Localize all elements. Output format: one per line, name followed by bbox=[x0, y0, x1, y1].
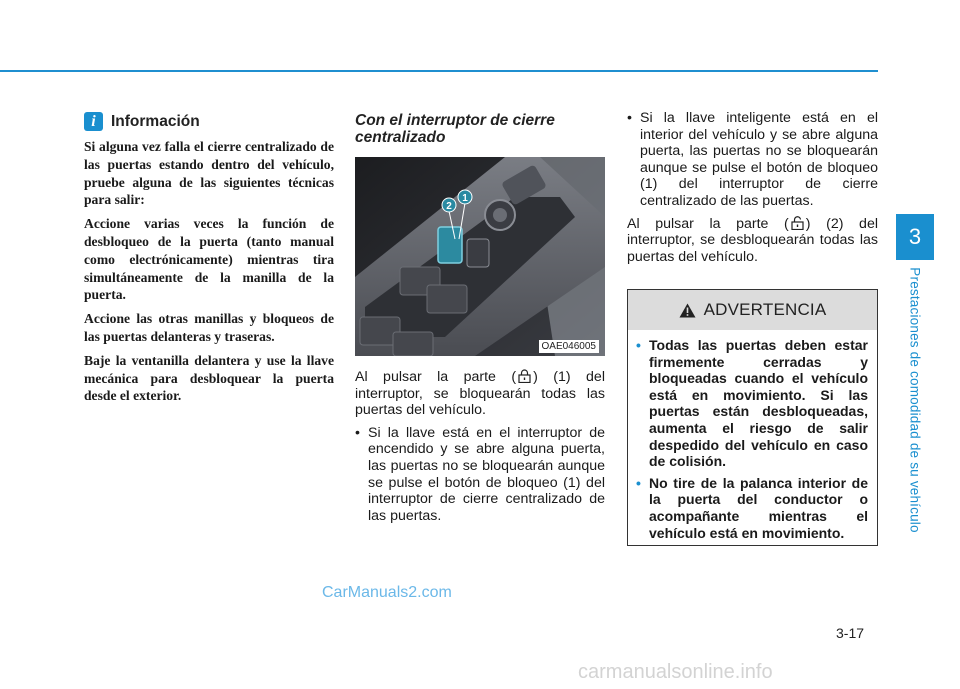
warning-box bbox=[627, 289, 878, 546]
central-lock-text bbox=[355, 369, 605, 530]
lock-bullet-ignition: • Si la llave está en el interruptor de encendido y se abre alguna puerta, las puertas no se bloquearán aunque se pulse el botón de bloqueo (1) del interruptor de cierre centralizado de las puertas. bbox=[355, 425, 605, 525]
smart-key-text bbox=[627, 110, 878, 271]
info-paragraph: Baje la ventanilla delantera y use la llave mecánica para desbloquear la puerta desde el exterior. bbox=[84, 352, 334, 404]
warning-header bbox=[628, 290, 877, 330]
info-section bbox=[84, 112, 334, 411]
callout-2-label: 2 bbox=[446, 201, 452, 212]
lock-paragraph-start: Al pulsar la parte ( bbox=[355, 369, 517, 385]
lock-paragraph-end: ) (1) del interruptor, se bloquearán todas las puertas del vehículo. bbox=[355, 369, 605, 419]
warning-item: • No tire de la palanca interior de la puerta del conductor o acompañante mientras el vehículo está en movimiento. bbox=[636, 475, 868, 541]
image-code: OAE046005 bbox=[539, 340, 600, 353]
lock-bullet-smart-key: • Si la llave inteligente está en el interior del vehículo y se abre alguna puerta, las puertas no se bloquearán aunque se pulse el botón de bloqueo (1) del interruptor de cierre centralizado de las puertas. bbox=[627, 110, 878, 210]
info-paragraph: Accione varias veces la función de desbloqueo de la puerta (tanto manual como electrónicamente) mientras tira simultáneamente de la manilla de la puerta. bbox=[84, 216, 334, 303]
door-panel-illustration bbox=[355, 157, 605, 356]
unlock-paragraph-end: ) (2) del interruptor, se desbloquearán todas las puertas del vehículo. bbox=[627, 215, 878, 265]
info-paragraph: Si alguna vez falla el cierre centralizado de las puertas estando dentro del vehículo, pruebe alguna de las siguientes técnicas para salir: bbox=[84, 139, 334, 208]
lock-paragraph bbox=[355, 369, 605, 419]
callout-1-label: 1 bbox=[462, 193, 468, 204]
unlock-paragraph bbox=[627, 216, 878, 266]
chapter-title-text: Prestaciones de comodidad de su vehículo bbox=[907, 267, 923, 533]
warning-triangle-icon bbox=[679, 303, 696, 318]
info-icon: i bbox=[84, 112, 103, 131]
warning-item: • Todas las puertas deben estar firmemente cerradas y bloqueadas cuando el vehículo está en movimiento. Si las puertas están desbloqueadas, aumenta el riesgo de salir despedido del vehículo en caso de colisión. bbox=[636, 337, 868, 470]
lock-closed-icon bbox=[518, 369, 531, 383]
info-paragraph: Accione las otras manillas y bloqueos de las puertas delanteras y traseras. bbox=[84, 311, 334, 344]
page-number: 3-17 bbox=[836, 625, 865, 641]
header-rule bbox=[0, 70, 878, 72]
lock-open-icon bbox=[791, 216, 804, 230]
warning-list bbox=[636, 337, 868, 546]
watermark-carmanuals2: CarManuals2.com bbox=[322, 584, 452, 601]
central-lock-section bbox=[355, 112, 605, 146]
section-title: Con el interruptor de cierre centralizado bbox=[355, 112, 555, 146]
unlock-paragraph-start: Al pulsar la parte ( bbox=[627, 215, 789, 232]
door-switch-photo bbox=[355, 157, 605, 356]
info-title: Información bbox=[111, 112, 200, 130]
chapter-title bbox=[905, 266, 925, 534]
warning-title: ADVERTENCIA bbox=[703, 300, 827, 319]
chapter-number-tab: 3 bbox=[896, 214, 934, 260]
info-heading bbox=[84, 112, 334, 131]
watermark-carmanualsonline: carmanualsonline.info bbox=[578, 661, 773, 683]
